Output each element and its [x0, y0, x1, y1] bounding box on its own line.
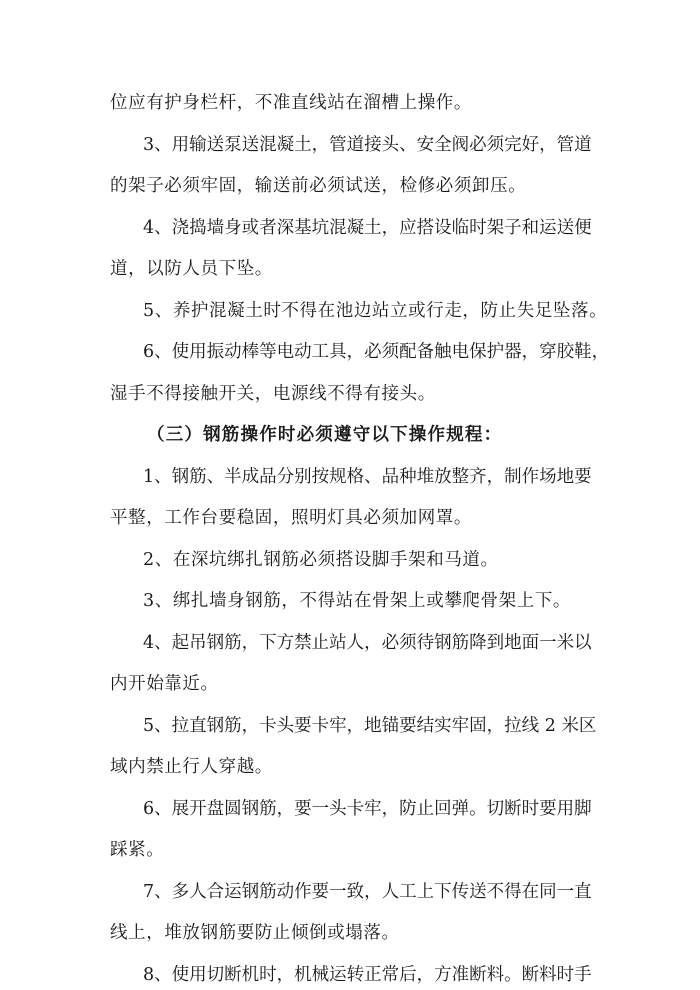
paragraph-line: 踩紧。	[110, 840, 165, 860]
paragraph-line: 道，以防人员下坠。	[110, 259, 273, 279]
paragraph-line: 6、使用振动棒等电动工具，必须配备触电保护器，穿胶鞋，	[143, 342, 610, 362]
paragraph-line: 6、展开盘圆钢筋，要一头卡牢，防止回弹。切断时要用脚	[143, 798, 592, 819]
paragraph-line: 4、浇捣墙身或者深基坑混凝土，应搭设临时架子和运送便	[143, 217, 592, 238]
paragraph-line: 3、用输送泵送混凝土，管道接头、安全阀必须完好，管道	[143, 134, 592, 155]
paragraph-line: 7、多人合运钢筋动作要一致，人工上下传送不得在同一直	[143, 881, 592, 902]
paragraph-line: 5、养护混凝土时不得在池边站立或行走，防止失足坠落。	[143, 300, 608, 321]
paragraph-line: 线上，堆放钢筋要防止倾倒或塌落。	[110, 923, 400, 943]
section-heading: （三）钢筋操作时必须遵守以下操作规程：	[147, 425, 503, 445]
paragraph-line: 域内禁止行人穿越。	[110, 757, 273, 777]
paragraph-line: 平整，工作台要稳固，照明灯具必须加网罩。	[110, 508, 472, 528]
paragraph-line: 湿手不得接触开关，电源线不得有接头。	[110, 383, 436, 404]
paragraph-line: 1、钢筋、半成品分别按规格、品种堆放整齐，制作场地要	[143, 466, 592, 487]
paragraph-line: 4、起吊钢筋，下方禁止站人，必须待钢筋降到地面一米以	[143, 632, 592, 653]
paragraph-line: 内开始靠近。	[110, 674, 219, 694]
paragraph-line: 3、绑扎墙身钢筋，不得站在骨架上或攀爬骨架上下。	[143, 591, 572, 611]
paragraph-line: 的架子必须牢固，输送前必须试送，检修必须卸压。	[110, 176, 527, 196]
paragraph-line: 2、在深坑绑扎钢筋必须搭设脚手架和马道。	[143, 549, 499, 570]
paragraph-line: 8、使用切断机时，机械运转正常后，方准断料。断料时手	[143, 964, 592, 985]
paragraph-line: 位应有护身栏杆，不准直线站在溜槽上操作。	[110, 93, 472, 113]
paragraph-line: 5、拉直钢筋，卡头要卡牢，地锚要结实牢固，拉线 2 米区	[143, 715, 597, 736]
